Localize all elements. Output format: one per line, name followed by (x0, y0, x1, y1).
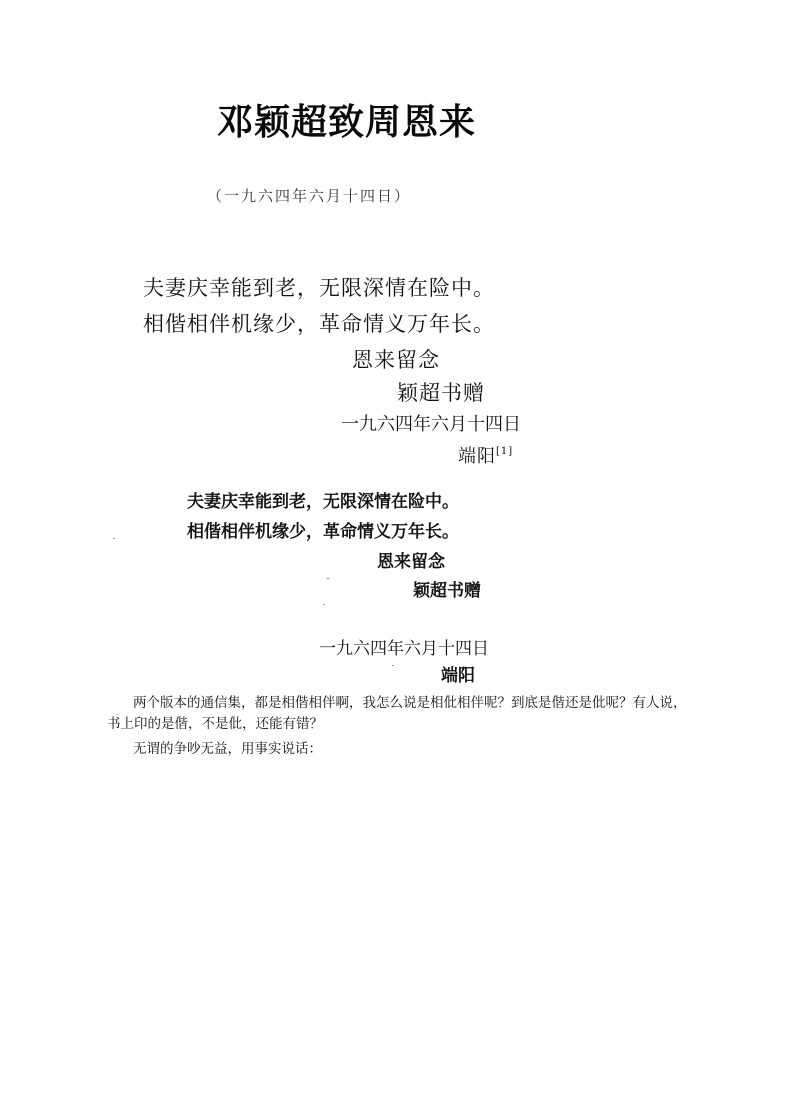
poem-signoff-recipient: 恩来留念 (352, 348, 440, 372)
poem2-line-1: 夫妻庆幸能到老，无限深情在险中。 (187, 492, 459, 512)
poem2-line-2: 相偕相伴机缘少，革命情义万年长。 (187, 522, 459, 542)
poem-signoff-author: 颖超书赠 (397, 381, 485, 405)
poem2-duanwu: 端阳 (441, 666, 475, 686)
poem2-signoff-author: 颖超书赠 (413, 581, 481, 601)
poem-duanwu (458, 442, 513, 468)
body-paragraph-2: 无谓的争吵无益，用事实说话： (133, 741, 322, 757)
poem2-signoff-recipient: 恩来留念 (377, 552, 445, 572)
footnote-marker: [1] (496, 446, 514, 457)
scan-speck (327, 578, 329, 579)
scan-speck (323, 604, 325, 605)
letter-date-subtitle: （一九六四年六月十四日） (207, 187, 412, 205)
poem-line-2: 相偕相伴机缘少，革命情义万年长。 (143, 312, 495, 336)
duanwu-text: 端阳 (458, 446, 496, 467)
scan-speck (113, 538, 115, 539)
body-paragraph-1: 两个版本的通信集，都是相偕相伴啊，我怎么说是相仳相伴呢？到底是偕还是仳呢？有人说，书上印的是偕，不是仳，还能有错？ (107, 695, 687, 732)
letter-title: 邓颖超致周恩来 (217, 101, 477, 143)
poem-line-1: 夫妻庆幸能到老，无限深情在险中。 (143, 276, 495, 300)
poem-date: 一九六四年六月十四日 (341, 414, 521, 435)
scan-speck (392, 665, 394, 666)
poem2-date: 一九六四年六月十四日 (319, 639, 489, 659)
